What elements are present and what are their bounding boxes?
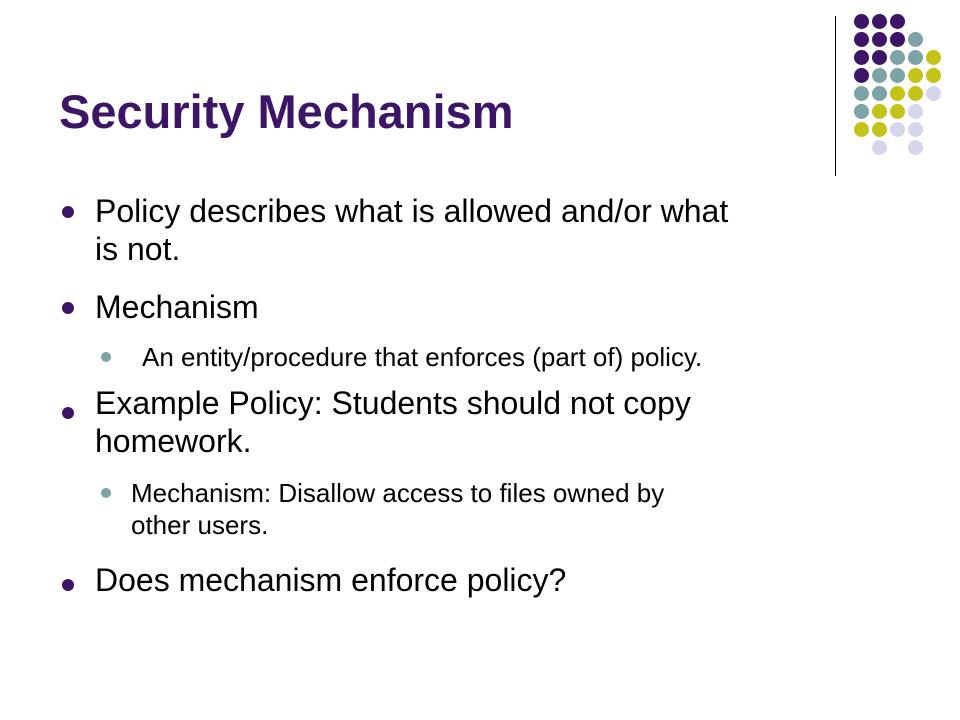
- bullet-item-example-policy: [95, 384, 691, 460]
- sub-bullet-item-disallow-access: [131, 477, 664, 541]
- bullet-item-policy: [95, 192, 728, 268]
- sub-bullet-marker: [101, 352, 111, 362]
- bullet-text-line: Example Policy: Students should not copy: [95, 385, 691, 421]
- bullet-text-line: An entity/procedure that enforces (part of) policy.: [142, 342, 703, 372]
- bullet-marker: [62, 302, 74, 314]
- bullet-text-line: Mechanism: [95, 289, 259, 325]
- bullet-text-line: is not.: [95, 231, 181, 267]
- bullet-text-line: homework.: [95, 423, 252, 459]
- bullet-marker: [62, 206, 74, 218]
- bullet-item-mechanism: [95, 288, 259, 326]
- sub-bullet-item-entity: [142, 341, 702, 373]
- slide-title: Security Mechanism: [59, 85, 514, 138]
- bullet-marker: [62, 579, 74, 591]
- bullet-text-line: Mechanism: Disallow access to files owned by: [131, 478, 665, 508]
- bullet-text-line: Policy describes what is allowed and/or what: [95, 193, 729, 229]
- bullet-item-enforce-question: [95, 561, 566, 599]
- bullet-marker: [62, 407, 74, 419]
- bullet-text-line: other users.: [131, 510, 269, 540]
- sub-bullet-marker: [101, 488, 111, 498]
- bullet-text-line: Does mechanism enforce policy?: [95, 562, 567, 598]
